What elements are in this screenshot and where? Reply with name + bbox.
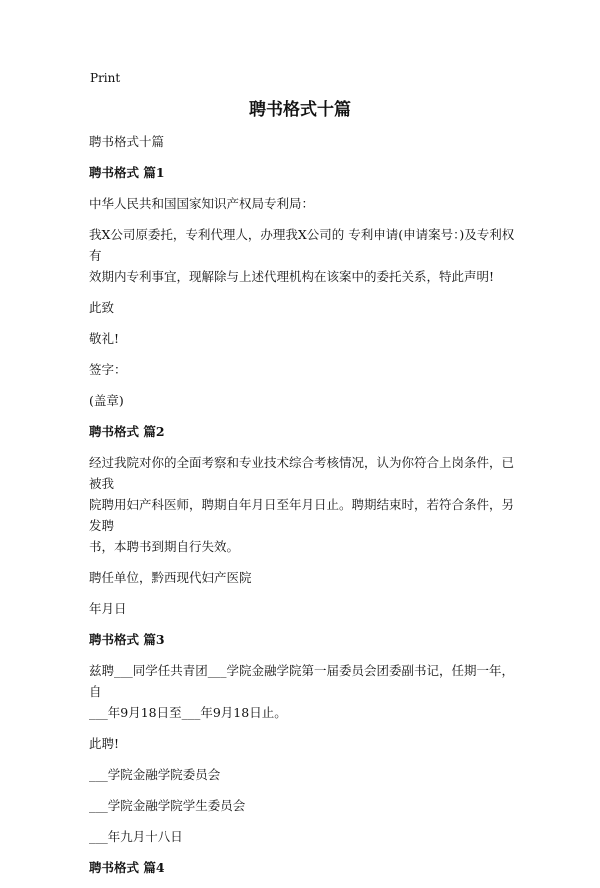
text-line: 敬礼! xyxy=(89,331,120,346)
text-line: 书，本聘书到期自行失效。 xyxy=(89,539,240,554)
text-line: ___年九月十八日 xyxy=(89,829,183,844)
paragraph xyxy=(89,795,519,816)
text-line: 我X公司原委托，专利代理人，办理我X公司的 专利申请(申请案号：)及专利权有 xyxy=(89,227,515,263)
text-line: 此致 xyxy=(89,300,115,315)
paragraph xyxy=(89,224,519,287)
section-heading: 聘书格式 篇1 xyxy=(89,165,165,180)
text-line: 中华人民共和国国家知识产权局专利局： xyxy=(89,196,315,211)
paragraph xyxy=(89,826,519,847)
paragraph xyxy=(89,598,519,619)
print-label: Print xyxy=(90,71,121,85)
section-heading: 聘书格式 篇3 xyxy=(89,632,165,647)
text-line: ___学院金融学院委员会 xyxy=(89,767,221,782)
paragraph xyxy=(89,390,519,411)
paragraph xyxy=(89,328,519,349)
text-line: 聘任单位，黔西现代妇产医院 xyxy=(89,570,252,585)
paragraph xyxy=(89,297,519,318)
text-line: 此聘! xyxy=(89,736,120,751)
text-line: (盖章) xyxy=(89,393,124,408)
paragraph xyxy=(89,660,519,723)
text-line: 年月日 xyxy=(89,601,127,616)
text-line: ___学院金融学院学生委员会 xyxy=(89,798,246,813)
document-body xyxy=(89,131,519,888)
text-line: 兹聘___同学任共青团___学院金融学院第一届委员会团委副书记，任期一年，自 xyxy=(89,663,515,699)
paragraph xyxy=(89,733,519,754)
document-subtitle: 聘书格式十篇 xyxy=(89,134,165,149)
paragraph xyxy=(89,567,519,588)
text-line: ___年9月18日至___年9月18日止。 xyxy=(89,705,287,720)
text-line: 签字： xyxy=(89,362,127,377)
page-title: 聘书格式十篇 xyxy=(249,100,351,120)
section-heading: 聘书格式 篇4 xyxy=(89,860,165,875)
text-line: 效期内专利事宜，现解除与上述代理机构在该案中的委托关系，特此声明! xyxy=(89,269,495,284)
paragraph xyxy=(89,359,519,380)
paragraph xyxy=(89,452,519,557)
text-line: 院聘用妇产科医师，聘期自年月日至年月日止。聘期结束时，若符合条件，另发聘 xyxy=(89,497,515,533)
paragraph xyxy=(89,764,519,785)
section-heading: 聘书格式 篇2 xyxy=(89,424,165,439)
paragraph xyxy=(89,193,519,214)
text-line: 经过我院对你的全面考察和专业技术综合考核情况，认为你符合上岗条件，已被我 xyxy=(89,455,515,491)
